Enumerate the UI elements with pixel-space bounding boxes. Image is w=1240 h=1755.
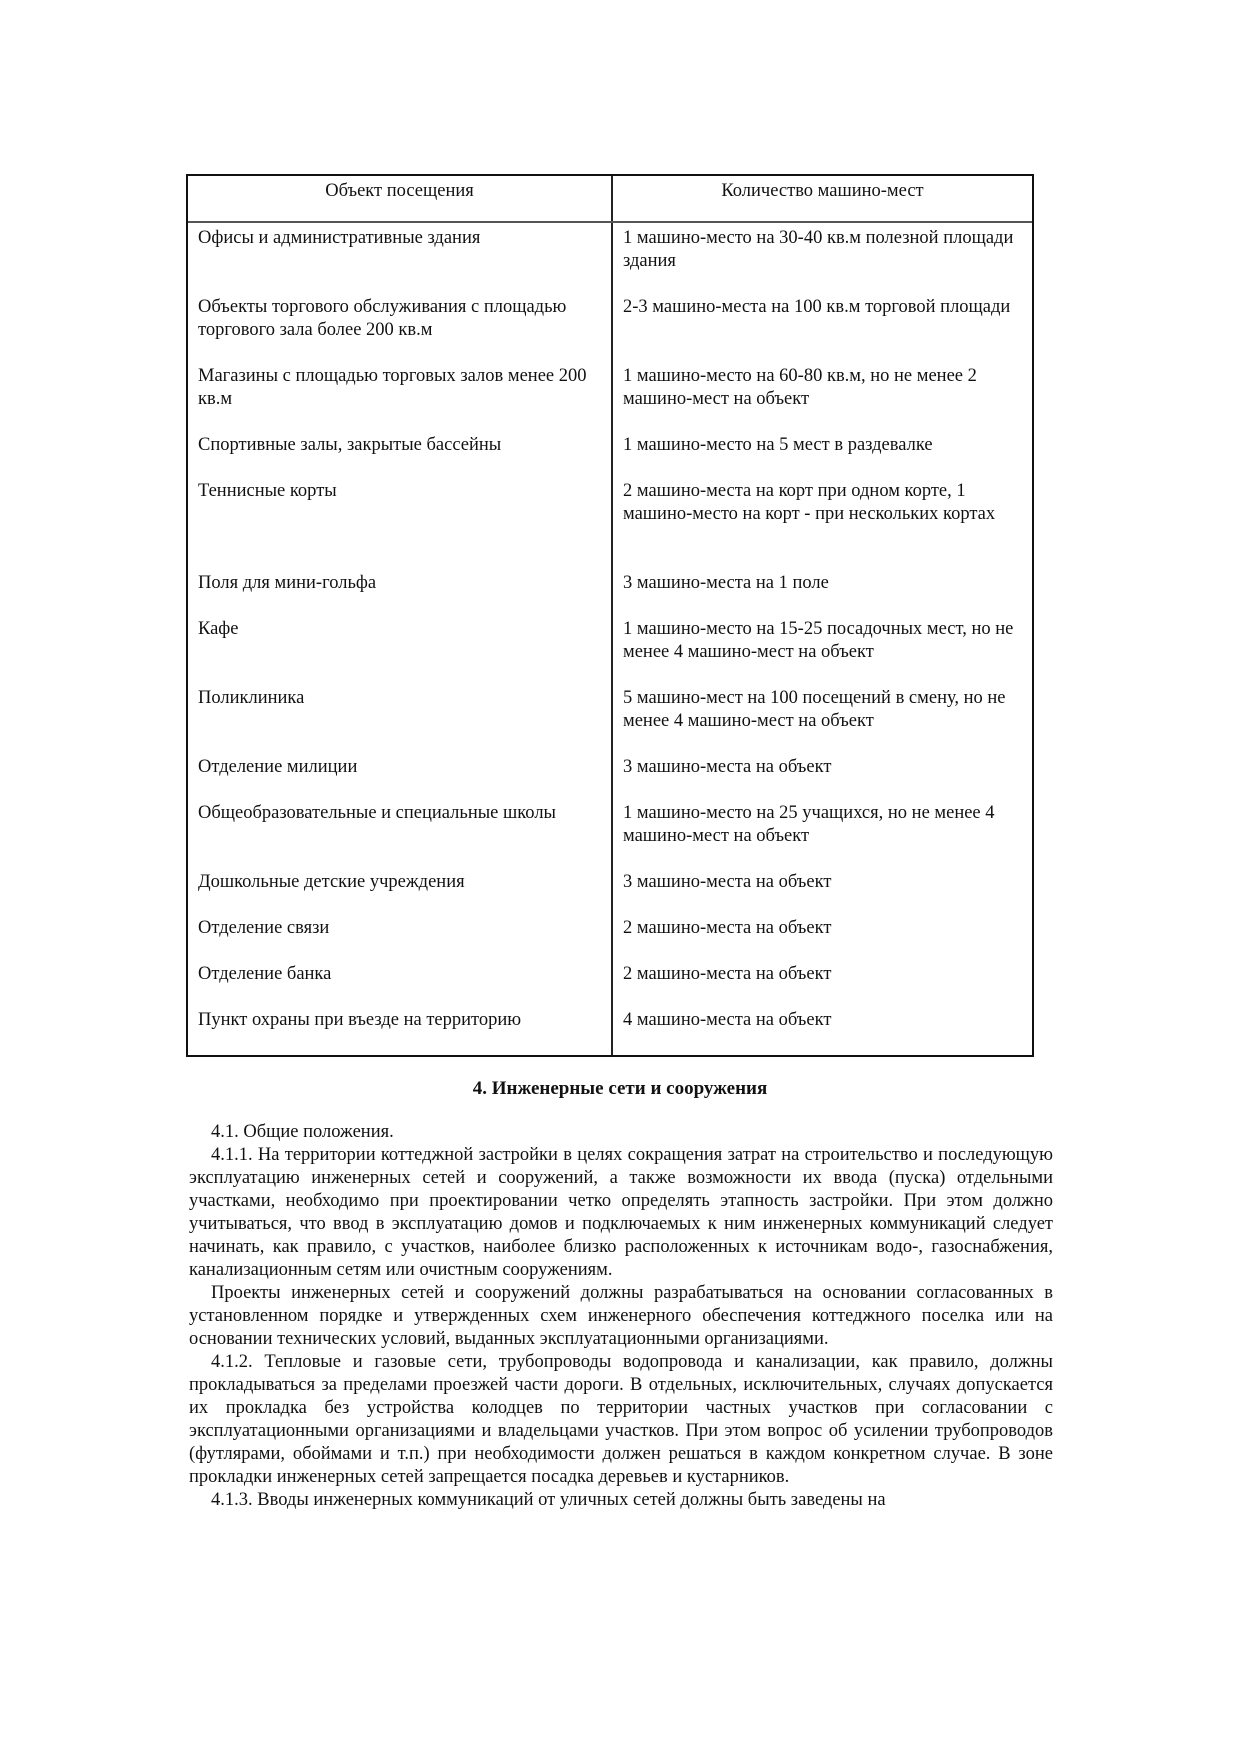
table-row-object (198, 296, 603, 365)
paragraph: 4.1.3. Вводы инженерных коммуникаций от уличных сетей должны быть заведены на (211, 1490, 886, 1510)
spaces-cell: 1 машино-место на 60-80 кв.м, но не менее 2 машино-мест на объект (623, 366, 977, 409)
spaces-cell: 3 машино-места на объект (623, 872, 832, 892)
table-row-spaces (623, 963, 1024, 1009)
objects-column (188, 223, 611, 1055)
object-cell: Теннисные корты (198, 481, 337, 501)
parking-spaces-table (186, 174, 1034, 1057)
table-row-spaces (623, 687, 1024, 756)
spaces-cell: 1 машино-место на 30-40 кв.м полезной площади здания (623, 228, 1014, 271)
paragraph: Проекты инженерных сетей и сооружений должны разрабатываться на основании согласованных в установленном порядке и утвержденных схем инженерного обеспечения коттеджного поселка или на основании технических условий, выданных эксплуатационными организациями. (189, 1283, 1053, 1349)
object-cell: Поликлиника (198, 688, 305, 708)
spaces-cell: 2 машино-места на объект (623, 964, 832, 984)
table-row-spaces (623, 802, 1024, 871)
table-row-object (198, 687, 603, 756)
table-header-row (188, 176, 1032, 223)
table-row-object (198, 480, 603, 572)
header-spaces: Количество машино-мест (611, 176, 1032, 221)
spaces-cell: 3 машино-места на объект (623, 757, 832, 777)
object-cell: Офисы и административные здания (198, 228, 481, 248)
table-row-object (198, 963, 603, 1009)
table-row-object (198, 434, 603, 480)
object-cell: Спортивные залы, закрытые бассейны (198, 435, 502, 455)
table-row-spaces (623, 434, 1024, 480)
object-cell: Поля для мини-гольфа (198, 573, 377, 593)
table-row-spaces (623, 618, 1024, 687)
table-row-object (198, 618, 603, 687)
object-cell: Пункт охраны при въезде на территорию (198, 1010, 522, 1030)
object-cell: Общеобразовательные и специальные школы (198, 803, 556, 823)
table-row-spaces (623, 365, 1024, 434)
table-row-object (198, 572, 603, 618)
table-row-spaces (623, 227, 1024, 296)
object-cell: Кафе (198, 619, 239, 639)
spaces-column (611, 223, 1032, 1055)
table-row-spaces (623, 296, 1024, 365)
spaces-cell: 1 машино-место на 25 учащихся, но не менее 4 машино-мест на объект (623, 803, 995, 846)
table-row-spaces (623, 1009, 1024, 1055)
object-cell: Отделение банка (198, 964, 332, 984)
table-row-object (198, 227, 603, 296)
header-object: Объект посещения (325, 181, 474, 201)
table-row-spaces (623, 756, 1024, 802)
object-cell: Объекты торгового обслуживания с площадью торгового зала более 200 кв.м (198, 297, 567, 340)
paragraph: 4.1. Общие положения. (211, 1122, 394, 1142)
table-row-object (198, 365, 603, 434)
spaces-cell: 1 машино-место на 5 мест в раздевалке (623, 435, 933, 455)
spaces-cell: 2 машино-места на корт при одном корте, 1 машино-место на корт - при нескольких кортах (623, 481, 996, 524)
paragraph: 4.1.1. На территории коттеджной застройки в целях сокращения затрат на строительство и последующую эксплуатацию инженерных сетей и сооружений, а также возможности их ввода (пуска) отдельными участками, необходимо при проектировании четко определять этапность застройки. При этом должно учитываться, что ввод в эксплуатацию домов и подключаемых к ним инженерных коммуникаций следует начинать, как правило, с участков, наиболее близко расположенных к источникам водо-, газоснабжения, канализационным сетям или очистным сооружениям. (189, 1145, 1053, 1280)
object-cell: Магазины с площадью торговых залов менее 200 кв.м (198, 366, 587, 409)
table-row-spaces (623, 480, 1024, 572)
spaces-cell: 5 машино-мест на 100 посещений в смену, но не менее 4 машино-мест на объект (623, 688, 1006, 731)
table-row-object (198, 756, 603, 802)
table-row-object (198, 802, 603, 871)
table-row-object (198, 871, 603, 917)
table-body (188, 223, 1032, 1055)
spaces-cell: 2-3 машино-места на 100 кв.м торговой площади (623, 297, 1011, 317)
spaces-cell: 3 машино-места на 1 поле (623, 573, 829, 593)
table-row-object (198, 1009, 603, 1055)
section-heading: 4. Инженерные сети и сооружения (472, 1078, 768, 1099)
object-cell: Отделение милиции (198, 757, 358, 777)
spaces-cell: 4 машино-места на объект (623, 1010, 832, 1030)
table-row-spaces (623, 572, 1024, 618)
spaces-cell: 2 машино-места на объект (623, 918, 832, 938)
object-cell: Отделение связи (198, 918, 330, 938)
object-cell: Дошкольные детские учреждения (198, 872, 465, 892)
table-row-spaces (623, 917, 1024, 963)
paragraph: 4.1.2. Тепловые и газовые сети, трубопроводы водопровода и канализации, как правило, должны прокладываться за пределами проезжей части дороги. В отдельных, исключительных, случаях допускается их прокладка без устройства колодцев по территории частных участков при согласовании с эксплуатационными организациями и владельцами участков. При этом вопрос об усилении трубопроводов (футлярами, обоймами и т.п.) при необходимости должен решаться в каждом конкретном случае. В зоне прокладки инженерных сетей запрещается посадка деревьев и кустарников. (189, 1352, 1053, 1487)
section-body (189, 1121, 1053, 1512)
table-row-spaces (623, 871, 1024, 917)
table-row-object (198, 917, 603, 963)
spaces-cell: 1 машино-место на 15-25 посадочных мест, но не менее 4 машино-мест на объект (623, 619, 1014, 662)
